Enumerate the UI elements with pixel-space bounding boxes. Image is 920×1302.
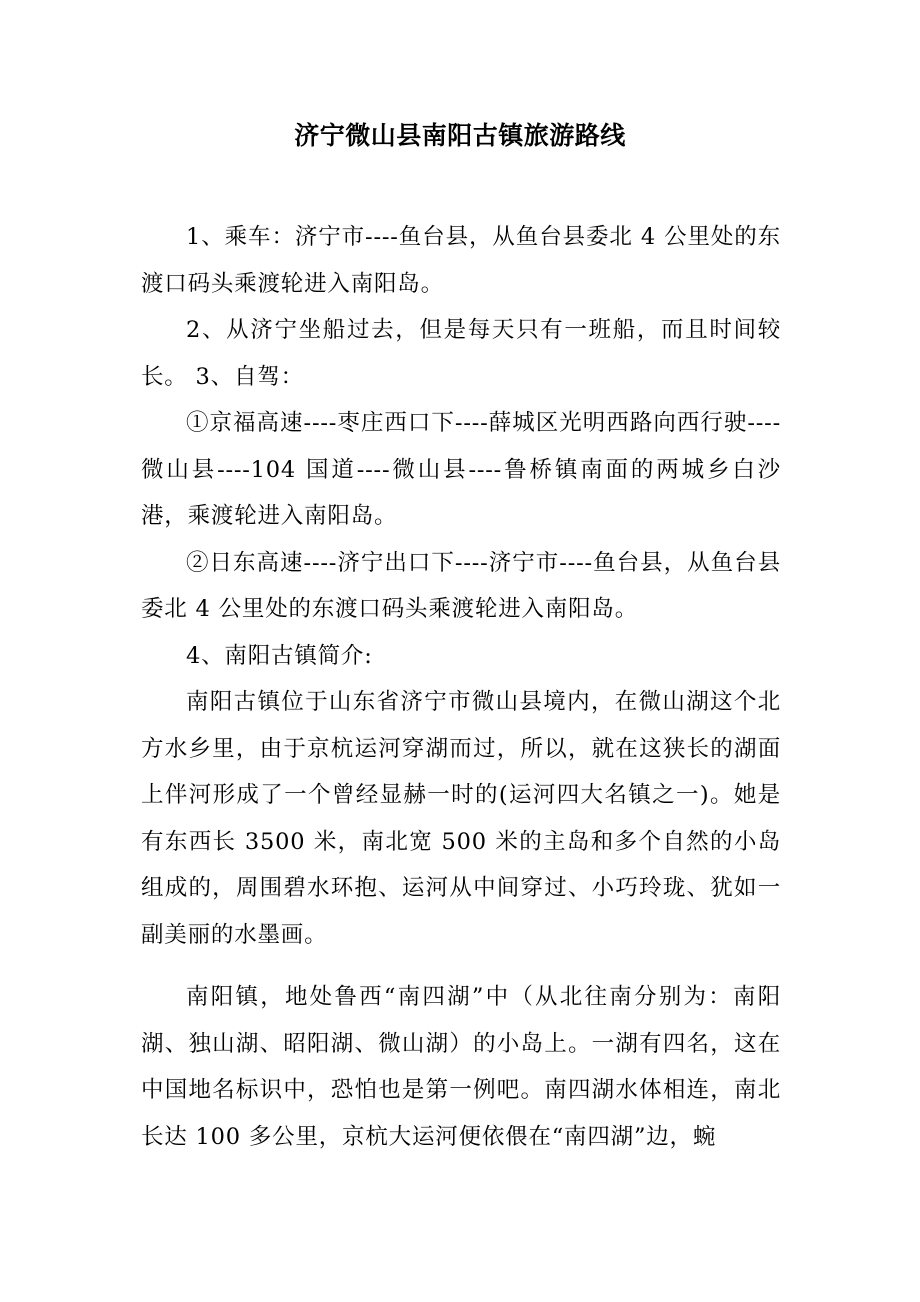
paragraph-route-ridong-expressway: ②日东高速----济宁出口下----济宁市----鱼台县，从鱼台县委北 4 公里处的东渡口码头乘渡轮进入南阳岛。 [141,549,781,622]
paragraph-intro-heading: 4、南阳古镇简介: [186,642,373,669]
paragraph-route-jingfu-expressway: ①京福高速----枣庄西口下----薛城区光明西路向西行驶----微山县----104 国道----微山县----鲁桥镇南面的两城乡白沙港，乘渡轮进入南阳岛。 [141,410,781,529]
document-body [141,214,781,1160]
paragraph-nanyang-town: 南阳镇，地处鲁西“南四湖”中（从北往南分别为：南阳湖、独山湖、昭阳湖、微山湖）的小岛上。一湖有四名，这在中国地名标识中，恐怕也是第一例吧。南四湖水体相连，南北长达 100 多公里，京杭大运河便依偎在“南四湖”边，蜿 [141,984,781,1150]
paragraph-route-bus: 1、乘车：济宁市----鱼台县，从鱼台县委北 4 公里处的东渡口码头乘渡轮进入南阳岛。 [141,224,781,297]
paragraph-route-boat: 2、从济宁坐船过去，但是每天只有一班船，而且时间较长。 3、自驾： [141,317,781,390]
document-title: 济宁微山县南阳古镇旅游路线 [294,121,626,150]
paragraph-intro-body: 南阳古镇位于山东省济宁市微山县境内，在微山湖这个北方水乡里，由于京杭运河穿湖而过，所以，就在这狭长的湖面上伴河形成了一个曾经显赫一时的(运河四大名镇之一)。她是有东西长 3500 米，南北宽 500 米的主岛和多个自然的小岛组成的，周围碧水环抱、运河从中间穿过、小巧玲珑、犹如一副美丽的水墨画。 [141,689,781,948]
